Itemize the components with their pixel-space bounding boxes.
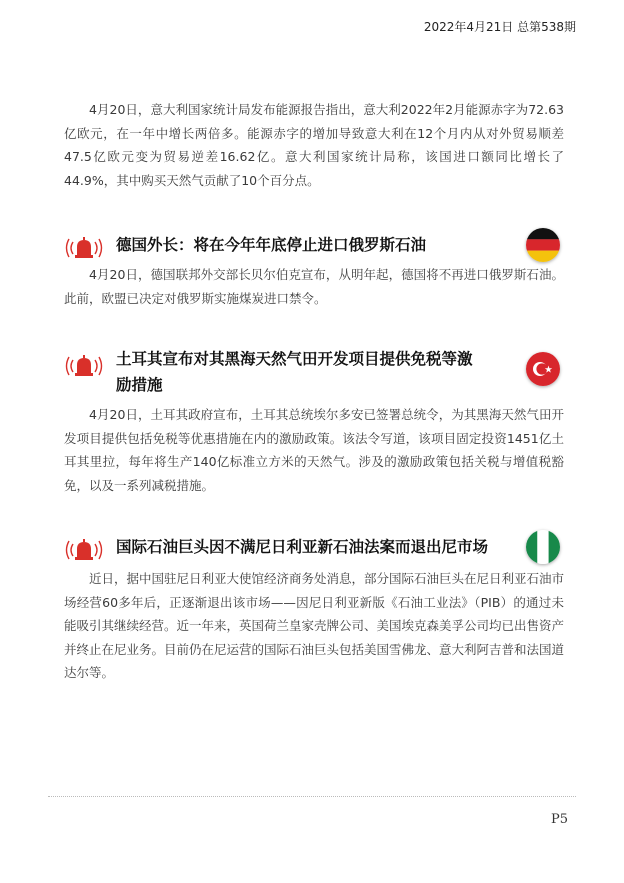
page-number: P5	[550, 812, 568, 827]
germany-flag-icon	[526, 228, 560, 262]
intro-paragraph: 4月20日，意大利国家统计局发布能源报告指出，意大利2022年2月能源赤字为72.63亿欧元，在一年中增长两倍多。能源赤字的增加导致意大利在12个月内从对外贸易顺差47.5亿欧元变为贸易逆差16.62亿。意大利国家统计局称，该国进口额同比增长了44.9%，其中购买天然气贡献了10个百分点。	[64, 102, 564, 188]
article-body: 4月20日，德国联邦外交部长贝尔伯克宣布，从明年起，德国将不再进口俄罗斯石油。此前，欧盟已决定对俄罗斯实施煤炭进口禁令。	[64, 267, 564, 306]
alarm-bell-icon	[64, 352, 104, 380]
turkey-flag-icon	[526, 352, 560, 386]
nigeria-flag-icon	[526, 530, 560, 564]
issue-date-header: 2022年4月21日 总第538期	[423, 20, 576, 34]
alarm-bell-icon	[64, 536, 104, 564]
article-body: 近日，据中国驻尼日利亚大使馆经济商务处消息，部分国际石油巨头在尼日利亚石油市场经营60多年后，正逐渐退出该市场——因尼日利亚新版《石油工业法》（PIB）的通过未能吸引其继续经营。近一年来，英国荷兰皇家壳牌公司、美国埃克森美孚公司均已出售资产并终止在尼业务。目前仍在尼运营的国际石油巨头包括美国雪佛龙、意大利阿吉普和法国道达尔等。	[64, 571, 565, 680]
article-title: 土耳其宣布对其黑海天然气田开发项目提供免税等激励措施	[116, 350, 473, 394]
article-title: 德国外长：将在今年年底停止进口俄罗斯石油	[116, 236, 427, 254]
footer-divider	[48, 796, 576, 797]
article-heading-nigeria	[64, 530, 564, 570]
alarm-bell-icon	[64, 234, 104, 262]
article-body: 4月20日，土耳其政府宣布，土耳其总统埃尔多安已签署总统令，为其黑海天然气田开发项目提供包括免税等优惠措施在内的激励政策。该法令写道，该项目固定投资1451亿土耳其里拉，每年将生产140亿标准立方米的天然气。涉及的激励政策包括关税与增值税豁免，以及一系列减税措施。	[64, 407, 564, 493]
article-title: 国际石油巨头因不满尼日利亚新石油法案而退出尼市场	[116, 538, 489, 556]
article-heading-turkey	[64, 346, 564, 402]
article-heading-germany	[64, 228, 564, 268]
